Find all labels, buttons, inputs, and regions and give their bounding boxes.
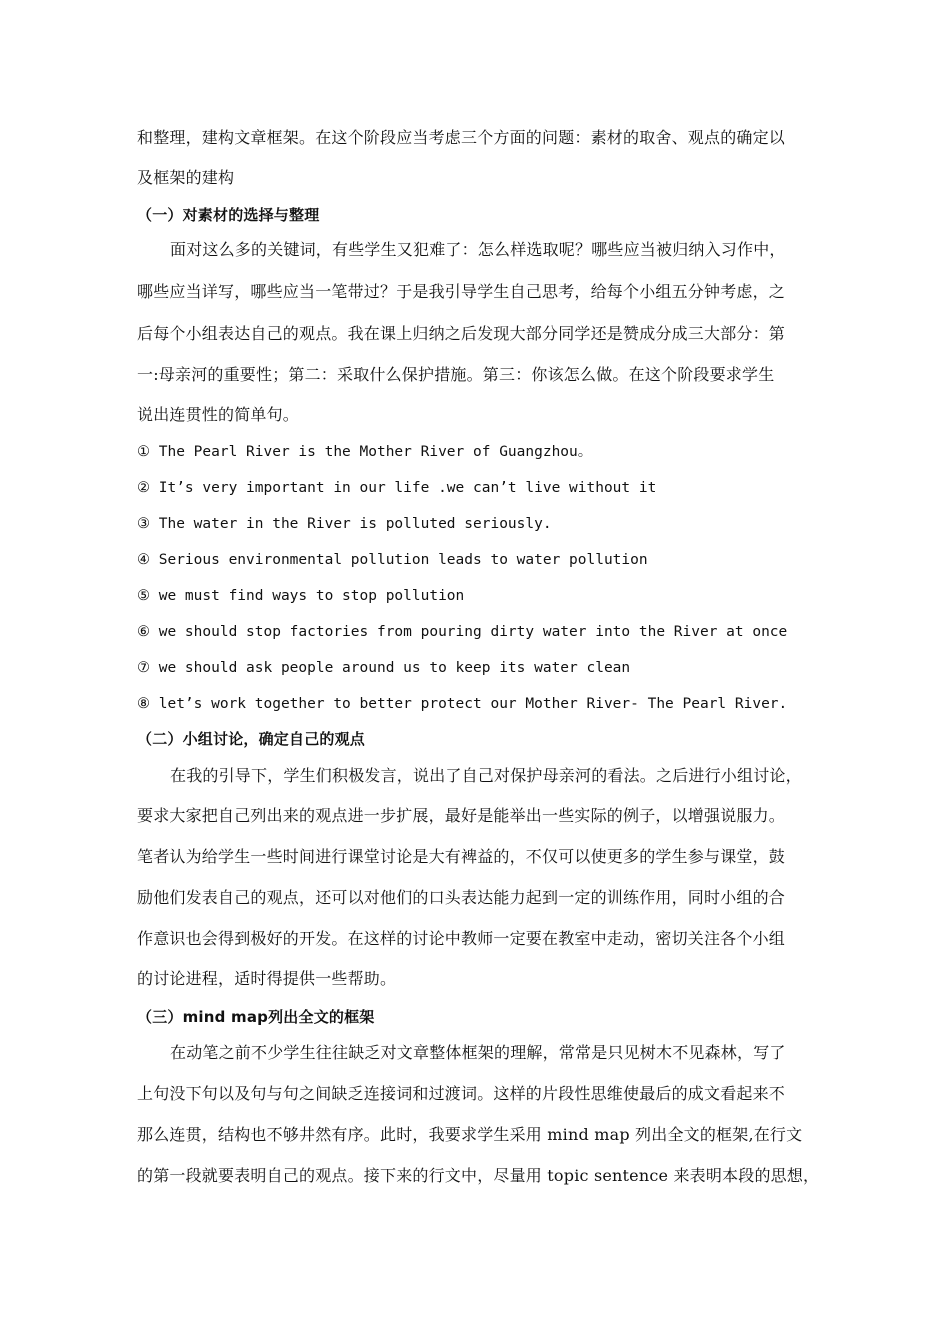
section-3-paragraph-line: 上句没下句以及句与句之间缺乏连接词和过渡词。这样的片段性思维使最后的成文看起来不 [137,1084,786,1103]
sentence-item: ⑦ we should ask people around us to keep its water clean [137,660,631,676]
sentence-item: ⑤ we must find ways to stop pollution [137,588,465,604]
section-1-paragraph-line: 哪些应当详写，哪些应当一笔带过？于是我引导学生自己思考，给每个小组五分钟考虑，之 [137,282,786,301]
section-1-paragraph-line: 面对这么多的关键词，有些学生又犯难了：怎么样选取呢？哪些应当被归纳入习作中， [170,240,786,259]
section-3-heading: （三）mind map列出全文的框架 [137,1008,375,1026]
sentence-item: ⑧ let’s work together to better protect our Mother River- The Pearl River. [137,696,788,712]
section-2-paragraph-line: 的讨论进程，适时得提供一些帮助。 [137,969,397,988]
section-3-paragraph-line: 那么连贯，结构也不够井然有序。此时，我要求学生采用 mind map 列出全文的框架,在行文 [137,1125,803,1144]
intro-line-1: 和整理，建构文章框架。在这个阶段应当考虑三个方面的问题：素材的取舍、观点的确定以 [137,128,786,147]
section-2-heading: （二）小组讨论，确定自己的观点 [137,730,366,748]
sentence-item: ④ Serious environmental pollution leads to water pollution [137,552,648,568]
section-2-paragraph-line: 要求大家把自己列出来的观点进一步扩展，最好是能举出一些实际的例子，以增强说服力。 [137,806,786,825]
section-2-paragraph-line: 作意识也会得到极好的开发。在这样的讨论中教师一定要在教室中走动，密切关注各个小组 [137,929,786,948]
intro-line-2: 及框架的建构 [137,168,235,187]
section-3-paragraph-line: 的第一段就要表明自己的观点。接下来的行文中，尽量用 topic sentence 来表明本段的思想， [137,1166,820,1185]
section-2-paragraph-line: 励他们发表自己的观点，还可以对他们的口头表达能力起到一定的训练作用，同时小组的合 [137,888,786,907]
sentence-item: ① The Pearl River is the Mother River of Guangzhou。 [137,444,593,460]
section-2-paragraph-line: 在我的引导下，学生们积极发言，说出了自己对保护母亲河的看法。之后进行小组讨论， [170,766,802,785]
section-1-heading: （一）对素材的选择与整理 [137,206,320,224]
section-1-paragraph-line: 一:母亲河的重要性；第二：采取什么保护措施。第三：你该怎么做。在这个阶段要求学生 [137,365,775,384]
section-2-paragraph-line: 笔者认为给学生一些时间进行课堂讨论是大有裨益的，不仅可以使更多的学生参与课堂，鼓 [137,847,786,866]
section-1-paragraph-line: 后每个小组表达自己的观点。我在课上归纳之后发现大部分同学还是赞成分成三大部分：第 [137,324,786,343]
sentence-item: ② It’s very important in our life .we can’t live without it [137,480,657,496]
sentence-item: ③ The water in the River is polluted seriously. [137,516,552,532]
sentence-item: ⑥ we should stop factories from pouring dirty water into the River at once [137,624,788,640]
section-1-paragraph-line: 说出连贯性的简单句。 [137,405,300,424]
section-3-paragraph-line: 在动笔之前不少学生往往缺乏对文章整体框架的理解，常常是只见树木不见森林，写了 [170,1043,786,1062]
